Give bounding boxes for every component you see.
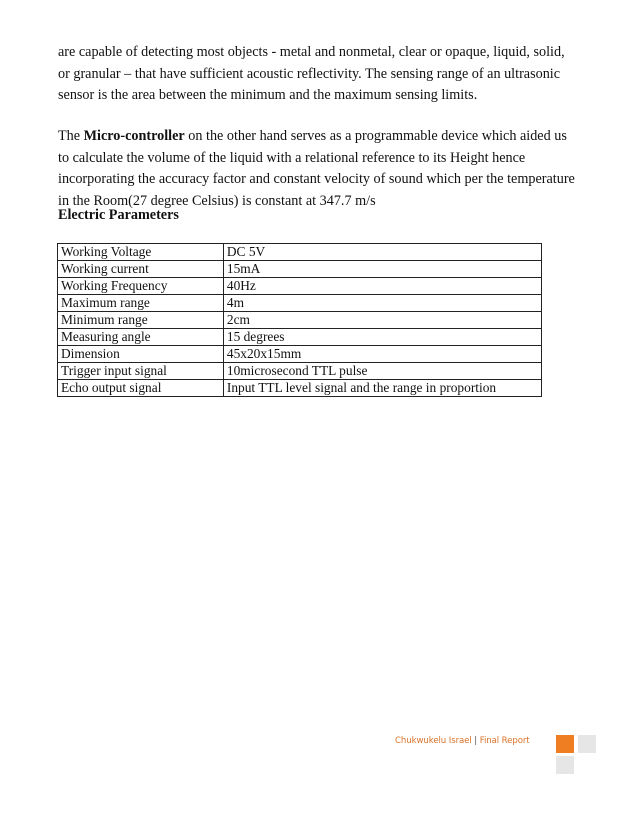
parameter-name-cell: Minimum range bbox=[58, 312, 224, 329]
parameter-value-cell: 45x20x15mm bbox=[223, 346, 541, 363]
parameter-name-cell: Trigger input signal bbox=[58, 363, 224, 380]
paragraph-line: sensor is the area between the minimum and the maximum sensing limits. bbox=[58, 87, 478, 103]
table-row bbox=[58, 278, 542, 295]
paragraph-ultrasonic-sensor bbox=[58, 42, 598, 107]
paragraph-line bbox=[58, 126, 598, 148]
parameter-value-cell: 4m bbox=[223, 295, 541, 312]
electric-parameters-table bbox=[57, 243, 542, 397]
parameter-value-cell: Input TTL level signal and the range in proportion bbox=[223, 380, 541, 397]
parameter-name-cell: Dimension bbox=[58, 346, 224, 363]
paragraph-line: in the Room(27 degree Celsius) is constant at 347.7 m/s bbox=[58, 192, 376, 209]
table-row bbox=[58, 346, 542, 363]
footer-accent-square bbox=[556, 735, 574, 753]
footer-title: Final Report bbox=[479, 736, 530, 746]
footer-gray-square bbox=[578, 735, 596, 753]
page-footer bbox=[395, 736, 530, 746]
paragraph-text: on the other hand serves as a programmable device which aided us bbox=[184, 128, 567, 144]
parameter-value-cell: 15 degrees bbox=[223, 329, 541, 346]
section-heading: Electric Parameters bbox=[58, 207, 179, 223]
parameter-value-cell: 40Hz bbox=[223, 278, 541, 295]
table-row bbox=[58, 312, 542, 329]
paragraph-line: or granular – that have sufficient acoustic reflectivity. The sensing range of an ultrasonic bbox=[58, 65, 561, 82]
parameter-name-cell: Working current bbox=[58, 261, 224, 278]
table-row bbox=[58, 295, 542, 312]
parameter-name-cell: Working Frequency bbox=[58, 278, 224, 295]
footer-separator: | bbox=[474, 736, 478, 746]
table-row bbox=[58, 380, 542, 397]
parameter-value-cell: DC 5V bbox=[223, 244, 541, 261]
table-row bbox=[58, 261, 542, 278]
parameter-value-cell: 10microsecond TTL pulse bbox=[223, 363, 541, 380]
table-row bbox=[58, 244, 542, 261]
parameter-name-cell: Echo output signal bbox=[58, 380, 224, 397]
parameter-name-cell: Maximum range bbox=[58, 295, 224, 312]
paragraph-line: incorporating the accuracy factor and constant velocity of sound which per the temperature bbox=[58, 171, 575, 187]
footer-gray-square bbox=[556, 756, 574, 774]
table-row bbox=[58, 363, 542, 380]
paragraph-line: are capable of detecting most objects - metal and nonmetal, clear or opaque, liquid, solid, bbox=[58, 44, 565, 60]
parameter-name-cell: Measuring angle bbox=[58, 329, 224, 346]
parameter-name-cell: Working Voltage bbox=[58, 244, 224, 261]
footer-author: Chukwukelu Israel bbox=[395, 736, 472, 746]
parameter-value-cell: 2cm bbox=[223, 312, 541, 329]
paragraph-text: The bbox=[58, 128, 84, 144]
parameter-value-cell: 15mA bbox=[223, 261, 541, 278]
paragraph-line: to calculate the volume of the liquid with a relational reference to its Height hence bbox=[58, 149, 526, 166]
table-row bbox=[58, 329, 542, 346]
bold-term: Micro-controller bbox=[83, 128, 185, 144]
paragraph-micro-controller bbox=[58, 126, 598, 212]
